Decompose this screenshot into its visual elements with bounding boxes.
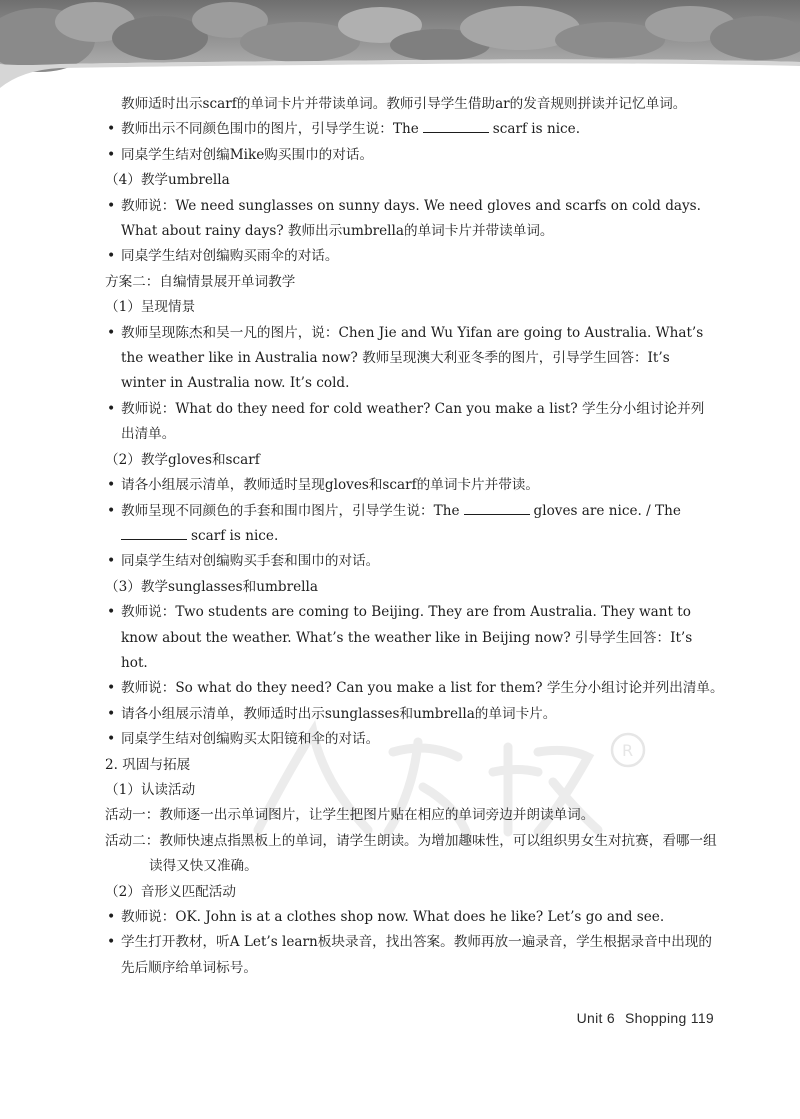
list-item: • 请各小组展示清单，教师适时出示sunglasses和umbrella的单词卡片。: [105, 702, 717, 727]
paragraph-scarf-card: 教师适时出示scarf的单词卡片并带读单词。教师引导学生借助ar的发音规则拼读并记忆单词。: [121, 96, 687, 112]
fill-in-blank: [121, 527, 187, 540]
list-item: [105, 117, 717, 142]
page-content: [105, 92, 724, 981]
list-item: • 同桌学生结对创编购买手套和围巾的对话。: [105, 549, 717, 574]
list-item: • 教师说：So what do they need? Can you make a list for them? 学生分小组讨论并列出清单。: [105, 676, 717, 701]
fill-in-blank: [423, 120, 489, 133]
subsection-heading: （2）教学gloves和scarf: [105, 451, 260, 468]
sentence-middle: gloves are nice. / The: [533, 502, 681, 519]
svg-text:R: R: [622, 741, 634, 760]
list-item: [105, 499, 717, 550]
list-item: • 同桌学生结对创编Mike购买围巾的对话。: [105, 143, 717, 168]
plan-heading: 方案二：自编情景展开单词教学: [105, 273, 296, 290]
list-item: • 请各小组展示清单，教师适时呈现gloves和scarf的单词卡片并带读。: [105, 473, 717, 498]
header-banner: [0, 0, 800, 88]
page-number: 119: [690, 1010, 714, 1026]
sentence-ending: scarf is nice.: [492, 121, 581, 138]
activity-two: 活动二：教师快速点指黑板上的单词，请学生朗读。为增加趣味性，可以组织男女生对抗赛，看哪一组读得又快又准确。: [105, 832, 717, 875]
subsection-heading: （3）教学sunglasses和umbrella: [105, 578, 318, 595]
sentence-ending: scarf is nice.: [191, 527, 279, 544]
subsection-heading: （4）教学umbrella: [105, 172, 230, 189]
sentence-prompt: 教师出示不同颜色围巾的图片，引导学生说：The: [121, 121, 419, 138]
list-item: • 同桌学生结对创编购买雨伞的对话。: [105, 244, 717, 269]
unit-label: Unit 6: [576, 1010, 615, 1026]
list-item: • 教师说：What do they need for cold weather? Can you make a list? 学生分小组讨论并列出清单。: [105, 397, 717, 448]
subsection-heading: （2）音形义匹配活动: [105, 883, 236, 900]
list-item: • 教师说：Two students are coming to Beijing. They are from Australia. They want to know about the weather. What’s the weather like in Beijing now? 引导学生回答：It’s hot.: [105, 600, 717, 676]
subsection-heading: （1）认读活动: [105, 781, 196, 798]
list-item: • 同桌学生结对创编购买太阳镜和伞的对话。: [105, 727, 717, 752]
activity-one: 活动一：教师逐一出示单词图片，让学生把图片贴在相应的单词旁边并朗读单词。: [105, 807, 595, 824]
decorative-vegetable-banner-icon: [0, 0, 800, 88]
unit-title: Shopping: [624, 1010, 687, 1026]
list-item: • 教师说：OK. John is at a clothes shop now. What does he like? Let’s go and see.: [105, 905, 717, 930]
section-heading: 2. 巩固与拓展: [105, 756, 191, 773]
page-footer: [577, 1010, 714, 1026]
sentence-prompt: 教师呈现不同颜色的手套和围巾图片，引导学生说：The: [121, 502, 460, 519]
fill-in-blank: [464, 502, 530, 515]
list-item: • 教师呈现陈杰和吴一凡的图片，说：Chen Jie and Wu Yifan are going to Australia. What’s the weather like in Australia now? 教师呈现澳大利亚冬季的图片，引导学生回答：It’s winter in Australia now. It’s cold.: [105, 321, 717, 397]
list-item: • 学生打开教材，听A Let’s learn板块录音，找出答案。教师再放一遍录音，学生根据录音中出现的先后顺序给单词标号。: [105, 930, 717, 981]
list-item: • 教师说：We need sunglasses on sunny days. We need gloves and scarfs on cold days. What about rainy days? 教师出示umbrella的单词卡片并带读单词。: [105, 194, 717, 245]
subsection-heading: （1）呈现情景: [105, 299, 196, 316]
